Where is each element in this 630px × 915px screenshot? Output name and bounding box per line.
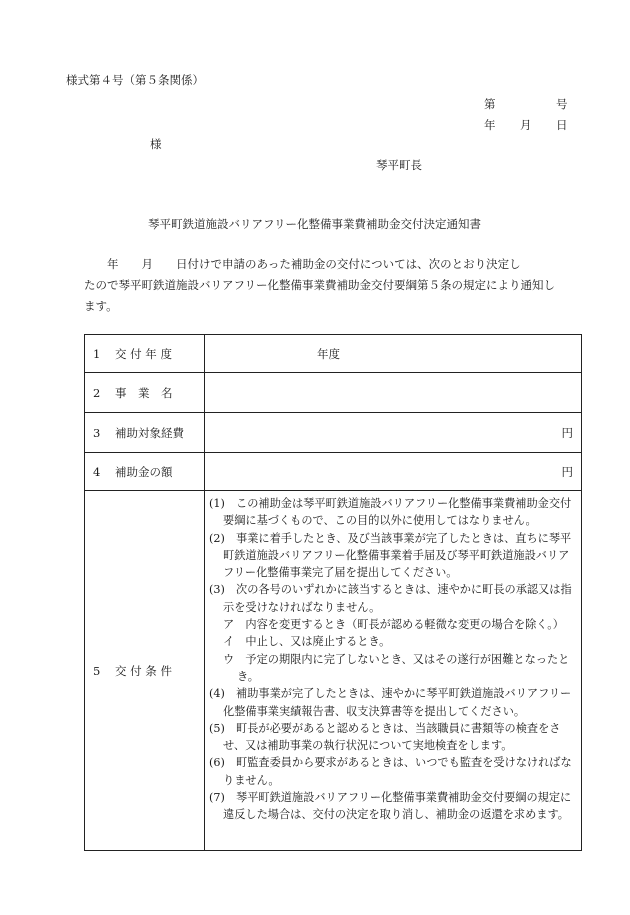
sub-condition-item: ウ 予定の期限内に完了しないとき、又はその遂行が困難となったとき。 [223, 652, 570, 683]
condition-item: (6) 町監査委員から要求があるときは、いつでも監査を受けなければなりません。 [209, 756, 572, 787]
row-label [85, 413, 205, 453]
row-label-text: 交 付 年 度 [115, 346, 172, 361]
date-year-label: 年 [484, 118, 496, 132]
sub-condition-item: イ 中止し、又は廃止するとき。 [223, 635, 391, 649]
addressee-suffix: 様 [150, 137, 162, 151]
row-label [85, 335, 205, 373]
date-month-label: 月 [520, 118, 532, 132]
document-title: 琴平町鉄道施設バリアフリー化整備事業費補助金交付決定通知書 [148, 217, 482, 231]
row-number: 5 [93, 663, 101, 678]
intro-paragraph: 年 月 日付けで申請のあった補助金の交付については、次のとおり決定し たので琴平町鉄道施設バリアフリー化整備事業費補助金交付要綱第５条の規定により通知し ます。 [84, 257, 556, 313]
row-label-text: 交 付 条 件 [115, 663, 172, 678]
sub-condition-item: ア 内容を変更するとき（町長が認める軽微な変更の場合を除く。） [223, 618, 564, 632]
grant-details-table [84, 334, 582, 851]
condition-item: (4) 補助事業が完了したときは、速やかに琴平町鉄道施設バリアフリー化整備事業実績報告書、収支決算書等を提出してください。 [209, 687, 572, 718]
row-label [85, 373, 205, 413]
row-number: 2 [93, 385, 101, 400]
row-number: 1 [93, 346, 101, 361]
form-number: 様式第４号（第５条関係） [66, 73, 204, 87]
condition-item: (5) 町長が必要があると認めるときは、当該職員に書類等の検査をさせ、又は補助事業の執行状況について実地検査をします。 [209, 721, 561, 753]
row-label-text: 補助対象経費 [115, 425, 184, 440]
row-label [85, 491, 205, 851]
condition-item: (2) 事業に着手したとき、及び当該事業が完了したときは、直ちに琴平町鉄道施設バリアフリー化整備事業着手届及び琴平町鉄道施設バリアフリー化整備事業完了届を提出してください。 [209, 531, 572, 580]
eligible-cost-value: 円 [205, 413, 582, 453]
row-label [85, 453, 205, 491]
row-label-text: 補助金の額 [115, 464, 173, 479]
table-row [85, 335, 582, 373]
table-row [85, 491, 582, 851]
conditions-list [205, 491, 582, 851]
table-row [85, 413, 582, 453]
project-name-value [205, 373, 582, 413]
table-row [85, 453, 582, 491]
grant-amount-value: 円 [205, 453, 582, 491]
condition-item: (1) この補助金は琴平町鉄道施設バリアフリー化整備事業費補助金交付要綱に基づくもので、この目的以外に使用してはなりません。 [209, 497, 572, 528]
row-number: 4 [93, 464, 101, 479]
date-day-label: 日 [556, 118, 568, 132]
condition-item: (7) 琴平町鉄道施設バリアフリー化整備事業費補助金交付要綱の規定に違反した場合は、交付の決定を取り消し、補助金の返還を求めます。 [209, 791, 572, 822]
sender-name: 琴平町長 [376, 158, 422, 172]
document-number-label: 第 [484, 97, 496, 111]
fiscal-year-value: 年度 [205, 335, 582, 373]
condition-item: (3) 次の各号のいずれかに該当するときは、速やかに町長の承認又は指示を受けなければなりません。 [209, 583, 572, 614]
table-row [85, 373, 582, 413]
document-number-suffix: 号 [556, 97, 568, 111]
row-label-text: 事 業 名 [115, 385, 173, 400]
row-number: 3 [93, 425, 101, 440]
